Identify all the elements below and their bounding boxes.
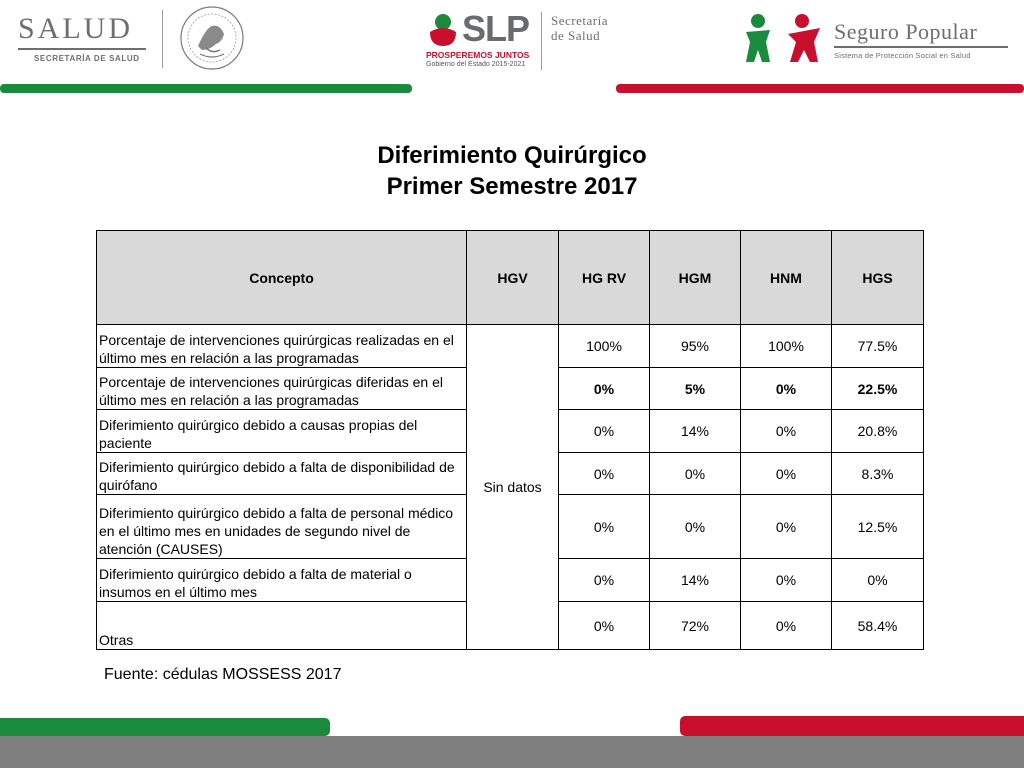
hnm-cell: 0%	[741, 559, 832, 602]
hnm-cell: 0%	[741, 453, 832, 495]
hgm-cell: 14%	[650, 410, 741, 453]
hnm-cell: 0%	[741, 368, 832, 410]
salud-logo-text: SALUD	[18, 12, 134, 45]
column-header-hgv: HGV	[467, 231, 559, 325]
hgs-cell: 8.3%	[832, 453, 924, 495]
mexico-seal-icon	[176, 4, 248, 72]
seguro-popular-subtitle: Sistema de Protección Social en Salud	[834, 51, 971, 60]
seguro-popular-figures-icon	[740, 12, 826, 68]
hgs-cell: 77.5%	[832, 325, 924, 368]
slp-tagline: PROSPEREMOS JUNTOS	[426, 50, 530, 60]
page-subtitle: Primer Semestre 2017	[386, 173, 638, 200]
hgm-cell: 0%	[650, 495, 741, 559]
diferimiento-table	[96, 230, 924, 650]
secretaria-line1: Secretaría	[551, 13, 608, 28]
concepto-cell: Porcentaje de intervenciones quirúrgicas realizadas en el último mes en relación a las programadas	[97, 325, 467, 368]
hgm-cell: 95%	[650, 325, 741, 368]
hnm-cell: 0%	[741, 495, 832, 559]
bottom-red-bar	[680, 716, 1024, 736]
slp-gobierno-text: Gobierno del Estado 2015-2021	[426, 61, 526, 68]
hnm-cell: 0%	[741, 602, 832, 650]
column-header-concepto: Concepto	[97, 231, 467, 325]
hgs-cell: 0%	[832, 559, 924, 602]
page-title: Diferimiento Quirúrgico	[377, 142, 647, 169]
hnm-cell: 100%	[741, 325, 832, 368]
seguro-popular-text: Seguro Popular	[834, 19, 978, 44]
secretaria-salud-text	[551, 13, 608, 43]
hg-rv-cell: 0%	[559, 495, 650, 559]
hnm-cell: 0%	[741, 410, 832, 453]
table-row	[97, 325, 924, 368]
hgm-cell: 14%	[650, 559, 741, 602]
concepto-cell: Diferimiento quirúrgico debido a falta de material o insumos en el último mes	[97, 559, 467, 602]
hg-rv-cell: 0%	[559, 453, 650, 495]
concepto-cell: Diferimiento quirúrgico debido a causas propias del paciente	[97, 410, 467, 453]
hg-rv-cell: 0%	[559, 368, 650, 410]
hgm-cell: 5%	[650, 368, 741, 410]
hg-rv-cell: 0%	[559, 410, 650, 453]
seguro-popular-logo	[740, 8, 1020, 70]
salud-logo-rule	[18, 48, 146, 50]
concepto-cell: Porcentaje de intervenciones quirúrgicas diferidas en el último mes en relación a las programadas	[97, 368, 467, 410]
concepto-cell: Diferimiento quirúrgico debido a falta de disponibilidad de quirófano	[97, 453, 467, 495]
concepto-cell: Diferimiento quirúrgico debido a falta de personal médico en el último mes en unidades de segundo nivel de atención (CAUSES)	[97, 495, 467, 559]
hgs-cell: 20.8%	[832, 410, 924, 453]
slp-divider	[541, 12, 542, 70]
hg-rv-cell: 100%	[559, 325, 650, 368]
source-note: Fuente: cédulas MOSSESS 2017	[104, 666, 342, 683]
bottom-green-bar	[0, 718, 330, 736]
seguro-popular-rule	[834, 46, 1008, 48]
column-header-hgm: HGM	[650, 231, 741, 325]
slp-logo-text: SLP	[462, 8, 530, 49]
table-header-row	[97, 231, 924, 325]
hgs-cell: 22.5%	[832, 368, 924, 410]
salud-logo	[18, 12, 168, 62]
hg-rv-cell: 0%	[559, 602, 650, 650]
top-red-bar	[616, 84, 1024, 93]
top-green-bar	[0, 84, 412, 93]
column-header-hnm: HNM	[741, 231, 832, 325]
hgs-cell: 12.5%	[832, 495, 924, 559]
column-header-hg-rv: HG RV	[559, 231, 650, 325]
hg-rv-cell: 0%	[559, 559, 650, 602]
column-header-hgs: HGS	[832, 231, 924, 325]
secretaria-line2: de Salud	[551, 28, 601, 43]
salud-logo-subtitle: SECRETARÍA DE SALUD	[34, 54, 140, 63]
hgm-cell: 72%	[650, 602, 741, 650]
hgv-sin-datos-cell: Sin datos	[467, 325, 559, 650]
slp-emblem-icon	[426, 12, 460, 48]
hgs-cell: 58.4%	[832, 602, 924, 650]
bottom-gray-band	[0, 736, 1024, 768]
hgm-cell: 0%	[650, 453, 741, 495]
concepto-cell: Otras	[97, 602, 467, 650]
header-divider	[162, 10, 163, 68]
